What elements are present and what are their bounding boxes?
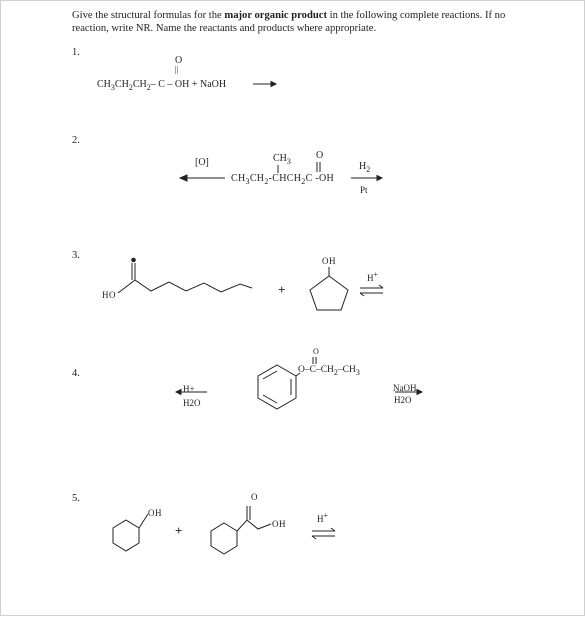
q2-chch2: -CHCH <box>268 173 302 184</box>
q5-h-sup: + <box>323 511 329 520</box>
q3-hexanoic-acid <box>118 258 252 293</box>
q1-sub-2b: 2 <box>146 83 151 92</box>
q5-h: H <box>317 514 324 524</box>
q4-left-reagent-top: H+ <box>183 384 195 394</box>
q4-right-reagent-bottom: H2O <box>394 395 412 405</box>
q1-ch2b: CH <box>132 79 147 90</box>
q3-h: H <box>367 273 374 283</box>
q4-left-reagent-bottom: H2O <box>183 398 201 408</box>
q2-sub-1: 3 <box>245 177 250 186</box>
q2-carbonyl-o: O <box>316 150 324 161</box>
q2-h-sub: 2 <box>366 165 371 174</box>
q5-oh-label: OH <box>148 508 162 518</box>
q2-ch2: CH <box>249 173 265 184</box>
q1-carbonyl-o: O <box>175 55 183 66</box>
q2-sub-2: 2 <box>264 177 269 186</box>
q3-h-sup: + <box>373 270 379 279</box>
q2-methyl-sub: 3 <box>286 157 291 166</box>
q4-ester-sub-2: 3 <box>355 367 360 377</box>
q5-equilibrium-arrows <box>312 528 335 539</box>
q3-plus: + <box>278 282 286 297</box>
q1-sub-3: 3 <box>110 83 115 92</box>
instructions-bold: major organic product <box>224 10 327 21</box>
question-number-5: 5. <box>72 493 80 504</box>
question-number-4: 4. <box>72 368 80 379</box>
q5-plus: + <box>175 523 183 538</box>
q4-ester-o: O <box>313 347 319 356</box>
q4-ester-c: O–C–CH <box>298 365 334 375</box>
q1-double-bond: || <box>175 65 179 74</box>
q4-right-reagent-top: NaOH <box>393 383 417 393</box>
q5-acid-o: O <box>251 492 258 502</box>
q3-ho-label: HO <box>102 290 116 300</box>
q3-oh-label: OH <box>322 256 336 266</box>
q2-right-arrow <box>351 176 382 181</box>
q2-left-arrow <box>180 175 225 181</box>
q1-forward-arrow <box>253 82 276 87</box>
q2-sub-3: 2 <box>301 177 306 186</box>
q1-tail: – C – OH + NaOH <box>150 79 227 90</box>
q1-ch2: CH <box>114 79 129 90</box>
q5-cyclohexanol <box>113 514 148 551</box>
q4-right-arrow <box>395 390 422 395</box>
question-number-2: 2. <box>72 135 80 146</box>
q1-ch3: CH <box>97 79 111 90</box>
q2-cooh: C -OH <box>305 173 335 184</box>
q4-left-arrow <box>176 390 207 395</box>
q4-ester-sub-1: 2 <box>333 367 338 377</box>
instructions-text-2: in the following complete reactions. If no reaction, write NR. Name the reactants and products where appropriate. <box>72 10 506 34</box>
instructions-text-1: Give the structural formulas for the <box>72 10 225 21</box>
q5-acid-oh: OH <box>272 519 286 529</box>
q2-ch3: CH <box>231 173 246 184</box>
q2-reagent-pt: Pt <box>360 185 368 195</box>
q4-benzene-ring <box>258 365 300 409</box>
q4-ester-ch3: –CH <box>337 365 356 375</box>
q2-methyl-ch: CH <box>273 153 287 164</box>
q2-h: H <box>359 161 367 172</box>
q1-sub-2: 2 <box>128 83 133 92</box>
question-number-1: 1. <box>72 47 80 58</box>
q3-cyclopentanol <box>310 267 348 310</box>
q3-equilibrium-arrows <box>360 285 383 296</box>
q2-oxidant: [O] <box>195 157 209 168</box>
question-number-3: 3. <box>72 250 80 261</box>
q5-cyclohexylacetic-acid <box>211 506 271 554</box>
structure-drawings <box>1 1 585 617</box>
